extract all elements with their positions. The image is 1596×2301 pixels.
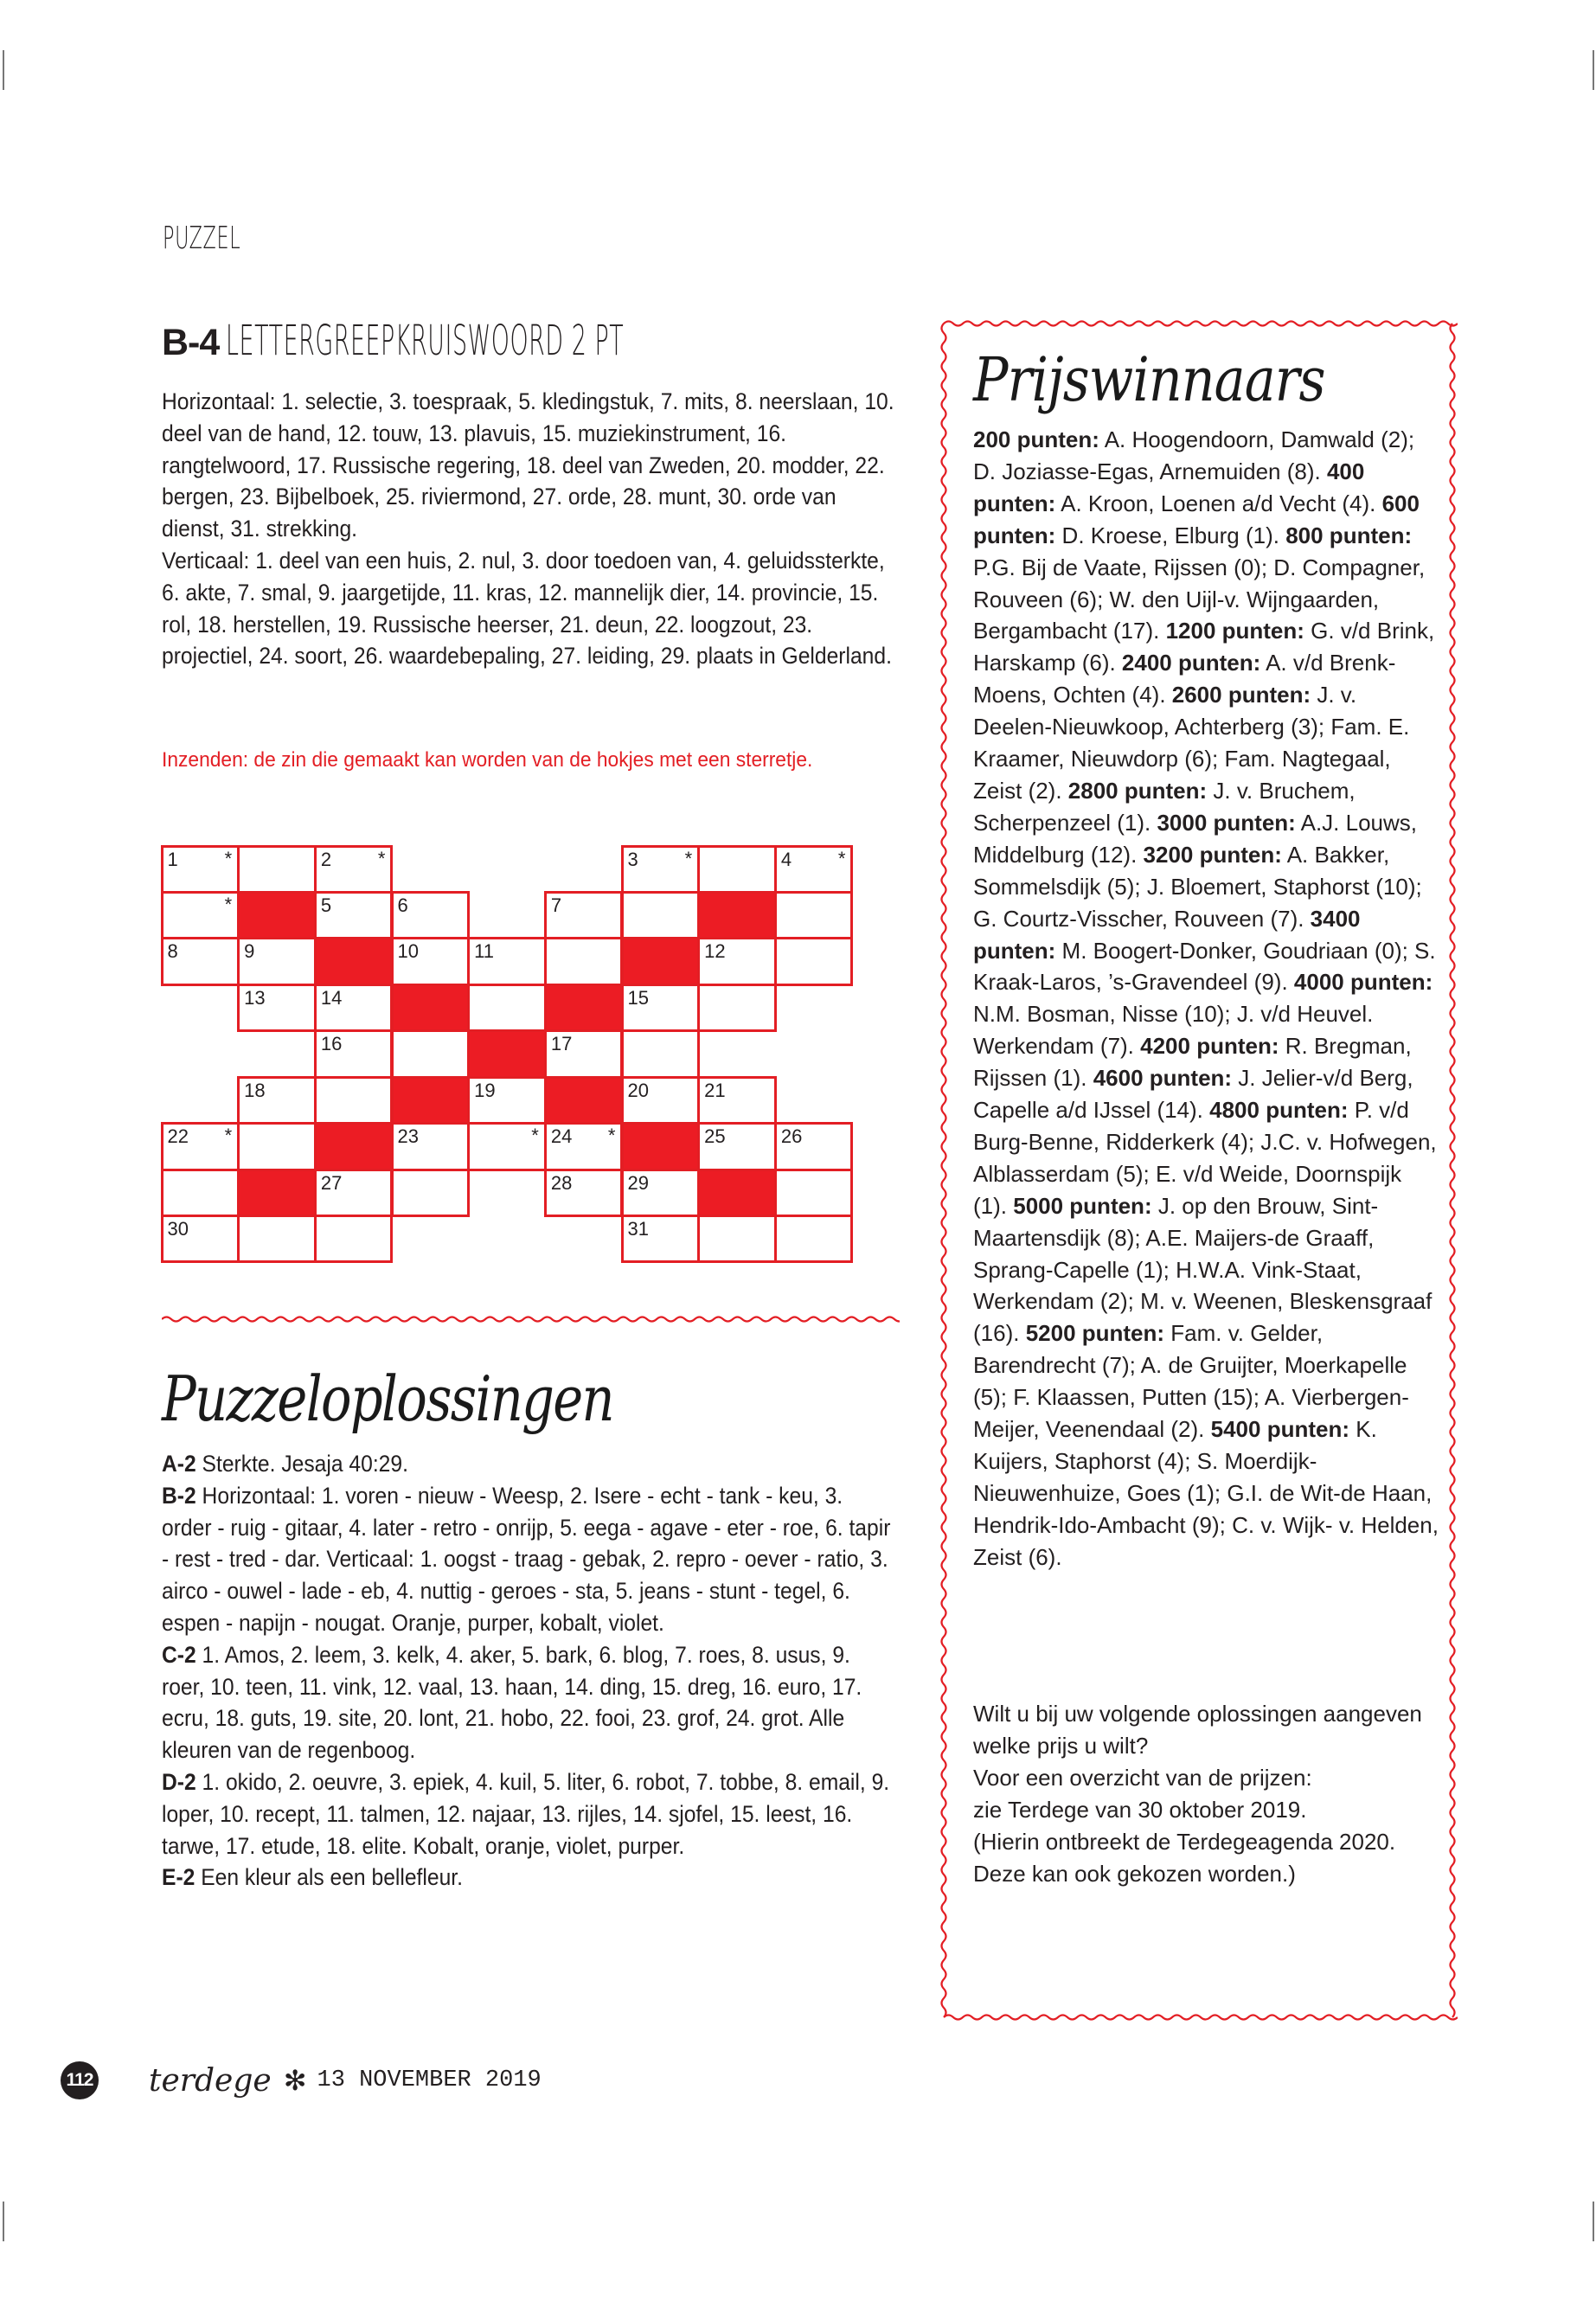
prize-points: 4600 punten: [1093, 1065, 1233, 1092]
cell-number: 8 [167, 940, 178, 963]
cell-number: 1 [167, 848, 178, 870]
solution-code: E-2 [162, 1864, 195, 1891]
cell-number: 9 [244, 940, 255, 963]
prize-note-line: Voor een overzicht van de prijzen: [973, 1764, 1312, 1791]
prize-winners: J. v. Bruchem, Scherpenzeel (1). [973, 777, 1356, 836]
prize-points: 800 punten: [1285, 522, 1413, 548]
cell-number: 6 [397, 894, 408, 916]
solutions-title: Puzzeloplossingen [162, 1362, 613, 1435]
solution-code: A-2 [162, 1451, 196, 1477]
solution-text: Horizontaal: 1. voren - nieuw - Weesp, 2. Isere - echt - tank - keu, 3. order - ruig - gitaar, 4. later - retro - onrijp, 5. eega - agave - eter - roe, 6. tapir - rest - tred - dar. Verticaal: 1. oogst - traag - gebak, 2. repro - oever - ratio, 3. airco - ouwel - lade - eb, 4. nuttig - geroes - sta, 5. jeans - stunt - tegel, 6. espen - napijn - nougat. Oranje, purper, kobalt, violet. [162, 1482, 891, 1636]
cell-number: 7 [550, 894, 562, 916]
grid-cell[interactable] [774, 845, 854, 894]
asterisk-icon: * [837, 847, 846, 869]
prize-winners: M. Boogert-Donker, Goudriaan (0); S. Kraak-Laros, ’s-Gravendeel (9). [973, 937, 1436, 996]
grid-cell[interactable] [237, 1215, 317, 1263]
solution-code: D-2 [162, 1768, 196, 1795]
puzzle-name: LETTERGREEPKRUISWOORD 2 PT [226, 317, 625, 365]
grid-cell[interactable] [237, 1076, 317, 1125]
grid-cell[interactable] [161, 1122, 240, 1170]
grid-cell[interactable] [314, 891, 394, 939]
prize-points: 3200 punten: [1143, 841, 1282, 868]
prize-points: 2800 punten: [1067, 777, 1208, 804]
cell-number: 23 [397, 1125, 419, 1148]
cell-number: 13 [244, 986, 266, 1009]
prize-winners: N.M. Bosman, Nisse (10); J. v/d Heuvel. Werkendam (7). [973, 1001, 1374, 1060]
cell-number: 5 [320, 894, 332, 916]
solution-text: Een kleur als een bellefleur. [195, 1864, 463, 1891]
cell-number: 15 [627, 986, 649, 1009]
prize-winners: D. Kroese, Elburg (1). [1055, 522, 1286, 548]
grid-cell-blocked [621, 937, 701, 985]
grid-cell[interactable] [161, 1215, 240, 1263]
prize-winners: A. Kroon, Loenen a/d Vecht (4). [1055, 490, 1382, 516]
page-footer [61, 2059, 542, 2102]
grid-cell[interactable] [621, 1169, 701, 1217]
cell-number: 26 [780, 1125, 803, 1148]
cell-number: 10 [397, 940, 419, 963]
grid-cell[interactable] [544, 891, 624, 939]
grid-cell[interactable] [774, 937, 854, 985]
solution-code: B-2 [162, 1482, 196, 1509]
prize-winners-title: Prijswinnaars [973, 344, 1325, 415]
solution-item [162, 1448, 898, 1480]
solution-item [162, 1639, 898, 1766]
clues-vertical: Verticaal: 1. deel van een huis, 2. nul, 3. door toedoen van, 4. geluidssterkte, 6. akte, 7. smal, 9. jaargetijde, 11. kras, 12. mannelijk dier, 14. provincie, 15. rol, 18. herstellen, 19. Russische heerser, 21. deun, 22. loogzout, 23. projectiel, 24. soort, 26. waardebepaling, 27. leiding, 29. plaats in Gelderland. [162, 547, 892, 670]
prize-winners: A. Bakker, Sommelsdijk (5); J. Bloemert, Staphorst (10); G. Courtz-Visscher, Rouveen (7). [973, 841, 1422, 932]
grid-cell[interactable] [314, 1029, 394, 1078]
grid-cell[interactable] [697, 1122, 777, 1170]
prize-winners: J. v. Deelen-Nieuwkoop, Achterberg (3); Fam. E. Kraamer, Nieuwdorp (6); Fam. Nagtegaal, Zeist (2). [973, 682, 1410, 804]
cell-number: 14 [320, 986, 343, 1009]
grid-cell[interactable] [161, 1169, 240, 1217]
prize-note-line: zie Terdege van 30 oktober 2019. [973, 1796, 1307, 1823]
grid-cell-blocked [237, 1169, 317, 1217]
prize-winners: Fam. v. Gelder, Barendrecht (7); A. de Gruijter, Moerkapelle (5); F. Klaassen, Putten (15); A. Vierbergen-Meijer, Veenendaal (2). [973, 1320, 1409, 1443]
grid-cell[interactable] [621, 984, 701, 1032]
prize-winners: P.G. Bij de Vaate, Rijssen (0); D. Compagner, Rouveen (6); W. den Uijl-v. Wijngaarden, Bergambacht (17). [973, 554, 1426, 644]
cell-number: 24 [550, 1125, 573, 1148]
asterisk-icon: * [224, 1125, 233, 1147]
cell-number: 28 [550, 1171, 573, 1194]
grid-cell-blocked [544, 1076, 624, 1125]
cell-number: 11 [474, 940, 494, 963]
prize-points: 200 punten: [973, 426, 1099, 452]
grid-cell[interactable] [237, 937, 317, 985]
grid-cell[interactable] [467, 1122, 547, 1170]
solution-text: 1. okido, 2. oeuvre, 3. epiek, 4. kuil, 5. liter, 6. robot, 7. tobbe, 8. email, 9. loper, 10. recept, 11. talmen, 12. najaar, 13. rijles, 14. sjofel, 15. leest, 16. tarwe, 17. etude, 18. elite. Kobalt, oranje, violet, purper. [162, 1768, 890, 1859]
grid-cell[interactable] [774, 1122, 854, 1170]
grid-cell-blocked [314, 937, 394, 985]
grid-cell[interactable] [544, 937, 624, 985]
solutions-list [162, 1448, 898, 1894]
asterisk-icon: * [377, 847, 386, 869]
grid-cell[interactable] [697, 984, 777, 1032]
grid-cell-blocked [697, 1169, 777, 1217]
grid-cell-blocked [544, 984, 624, 1032]
prize-points: 5000 punten: [1013, 1192, 1152, 1219]
grid-cell-blocked [237, 891, 317, 939]
issue-date: 13 NOVEMBER 2019 [317, 2067, 542, 2093]
solution-text: Sterkte. Jesaja 40:29. [195, 1451, 408, 1477]
cell-number: 29 [627, 1171, 649, 1194]
grid-cell-blocked [467, 1029, 547, 1078]
grid-cell[interactable] [391, 891, 471, 939]
cell-number: 17 [550, 1033, 573, 1055]
grid-cell-blocked [314, 1122, 394, 1170]
grid-cell-blocked [697, 891, 777, 939]
prize-points: 5200 punten: [1025, 1320, 1165, 1347]
asterisk-icon: * [607, 1125, 616, 1147]
cell-number: 12 [704, 940, 726, 963]
grid-cell[interactable] [621, 845, 701, 894]
grid-cell[interactable] [391, 1029, 471, 1078]
grid-cell[interactable] [544, 1029, 624, 1078]
grid-cell[interactable] [467, 984, 547, 1032]
grid-cell[interactable] [544, 1169, 624, 1217]
cell-number: 16 [320, 1033, 343, 1055]
grid-cell[interactable] [774, 1169, 854, 1217]
cell-number: 2 [320, 848, 332, 870]
prize-winners: R. Bregman, Rijssen (1). [973, 1033, 1412, 1092]
grid-cell[interactable] [314, 1076, 394, 1125]
grid-cell[interactable] [237, 1122, 317, 1170]
crossword-grid [162, 846, 852, 1262]
grid-cell[interactable] [237, 845, 317, 894]
cell-number: 3 [627, 848, 638, 870]
grid-cell[interactable] [467, 937, 547, 985]
grid-cell[interactable] [391, 1122, 471, 1170]
prize-points: 3400 punten: [973, 905, 1361, 964]
cell-number: 31 [627, 1218, 649, 1240]
crop-mark-bottom-right [1593, 2202, 1594, 2241]
grid-cell[interactable] [621, 1215, 701, 1263]
cell-number: 19 [474, 1079, 496, 1101]
puzzle-title [162, 317, 937, 365]
prize-winners: K. Kuijers, Staphorst (4); S. Moerdijk-Nieuwenhuize, Goes (1); G.I. de Wit-de Haan, Hendrik-Ido-Ambacht (9); C. v. Wijk- v. Helden, Zeist (6). [973, 1416, 1439, 1570]
prize-winners: J. Jelier-v/d Berg, Capelle a/d IJssel (14). [973, 1065, 1413, 1124]
grid-cell[interactable] [621, 891, 701, 939]
crop-mark-top-right [1593, 50, 1594, 90]
prize-points: 400 punten: [973, 458, 1365, 516]
solution-text: 1. Amos, 2. leem, 3. kelk, 4. aker, 5. bark, 6. blog, 7. roes, 8. usus, 9. roer, 10. teen, 11. vink, 12. vaal, 13. haan, 14. ding, 15. dreg, 16. euro, 17. ecru, 18. guts, 19. site, 20. lont, 21. hobo, 22. fooi, 23. grof, 24. grot. Alle kleuren van de regenboog. [162, 1641, 862, 1764]
grid-cell-blocked [391, 1076, 471, 1125]
prize-winners-list [973, 424, 1440, 1574]
grid-cell[interactable] [237, 984, 317, 1032]
cell-number: 27 [320, 1171, 343, 1194]
grid-cell[interactable] [314, 1169, 394, 1217]
grid-cell[interactable] [697, 845, 777, 894]
grid-cell[interactable] [161, 845, 240, 894]
asterisk-icon: * [531, 1125, 539, 1147]
cell-number: 22 [167, 1125, 189, 1148]
cell-number: 25 [704, 1125, 726, 1148]
grid-cell[interactable] [314, 984, 394, 1032]
grid-cell[interactable] [697, 1215, 777, 1263]
crop-mark-bottom-left [3, 2202, 4, 2241]
prize-points: 4800 punten: [1209, 1097, 1349, 1124]
asterisk-icon: ✻ [283, 2065, 307, 2096]
submission-instruction: Inzenden: de zin die gemaakt kan worden van de hokjes met een sterretje. [162, 748, 813, 772]
section-label: PUZZEL [163, 221, 241, 256]
grid-cell[interactable] [697, 1076, 777, 1125]
cell-number: 21 [704, 1079, 726, 1101]
prize-winners: P. v/d Burg-Benne, Ridderkerk (4); J.C. v. Hofwegen, Alblasserdam (5); E. v/d Weide, Doornspijk (1). [973, 1097, 1437, 1219]
prize-note-line: (Hierin ontbreekt de Terdegeagenda 2020. Deze kan ook gekozen worden.) [973, 1828, 1396, 1887]
asterisk-icon: * [224, 847, 233, 869]
solution-code: C-2 [162, 1641, 196, 1668]
prize-points: 4200 punten: [1140, 1033, 1279, 1060]
page-number: 112 [61, 2061, 99, 2099]
cell-number: 4 [780, 848, 792, 870]
grid-cell[interactable] [161, 891, 240, 939]
asterisk-icon: * [224, 893, 233, 915]
grid-cell[interactable] [621, 1076, 701, 1125]
prize-points: 1200 punten: [1165, 618, 1304, 644]
prize-points: 4000 punten: [1293, 969, 1433, 996]
prize-winners: A. Hoogendoorn, Damwald (2); D. Joziasse-Egas, Arnemuiden (8). [973, 426, 1415, 484]
cell-number: 18 [244, 1079, 266, 1101]
wavy-divider [162, 1313, 900, 1325]
grid-cell[interactable] [697, 937, 777, 985]
prize-note [973, 1698, 1440, 1889]
grid-cell[interactable] [314, 845, 394, 894]
grid-cell[interactable] [544, 1122, 624, 1170]
prize-points: 2400 punten: [1121, 650, 1261, 676]
grid-cell[interactable] [774, 891, 854, 939]
prize-winners: A. v/d Brenk-Moens, Ochten (4). [973, 650, 1396, 708]
puzzle-clues [162, 386, 898, 672]
brand-logo: terdege [149, 2062, 272, 2099]
crop-mark-top-left [3, 50, 4, 90]
solution-item [162, 1766, 898, 1862]
prize-points: 2600 punten: [1171, 682, 1311, 708]
grid-cell[interactable] [391, 1169, 471, 1217]
grid-cell[interactable] [621, 1029, 701, 1078]
grid-cell-blocked [391, 984, 471, 1032]
solution-item [162, 1480, 898, 1639]
grid-cell[interactable] [314, 1215, 394, 1263]
prize-points: 5400 punten: [1210, 1416, 1349, 1443]
clues-horizontal: Horizontaal: 1. selectie, 3. toespraak, 5. kledingstuk, 7. mits, 8. neerslaan, 10. deel van de hand, 12. touw, 13. plavuis, 15. muziekinstrument, 16. rangtelwoord, 17. Russische regering, 18. deel van Zweden, 20. modder, 22. bergen, 23. Bijbelboek, 25. riviermond, 27. orde, 28. munt, 30. orde van dienst, 31. strekking. [162, 388, 894, 542]
prize-note-line: Wilt u bij uw volgende oplossingen aangeven welke prijs u wilt? [973, 1701, 1422, 1759]
prize-points: 3000 punten: [1157, 809, 1296, 836]
solution-item [162, 1862, 898, 1894]
puzzle-code: B-4 [162, 322, 220, 363]
grid-cell[interactable] [774, 1215, 854, 1263]
prize-winners: G. v/d Brink, Harskamp (6). [973, 618, 1435, 676]
grid-cell[interactable] [467, 1076, 547, 1125]
grid-cell[interactable] [391, 937, 471, 985]
asterisk-icon: * [684, 847, 693, 869]
grid-cell-blocked [621, 1122, 701, 1170]
prize-points: 600 punten: [973, 490, 1420, 548]
grid-cell[interactable] [161, 937, 240, 985]
prize-winners: J. op den Brouw, Sint-Maartensdijk (8); A.E. Maijers-de Graaff, Sprang-Capelle (1); H.W.A. Vink-Staat, Werkendam (2); M. v. Weenen, Bleskensgraaf (16). [973, 1192, 1433, 1347]
cell-number: 20 [627, 1079, 649, 1101]
prize-winners: A.J. Louws, Middelburg (12). [973, 809, 1418, 868]
cell-number: 30 [167, 1218, 189, 1240]
